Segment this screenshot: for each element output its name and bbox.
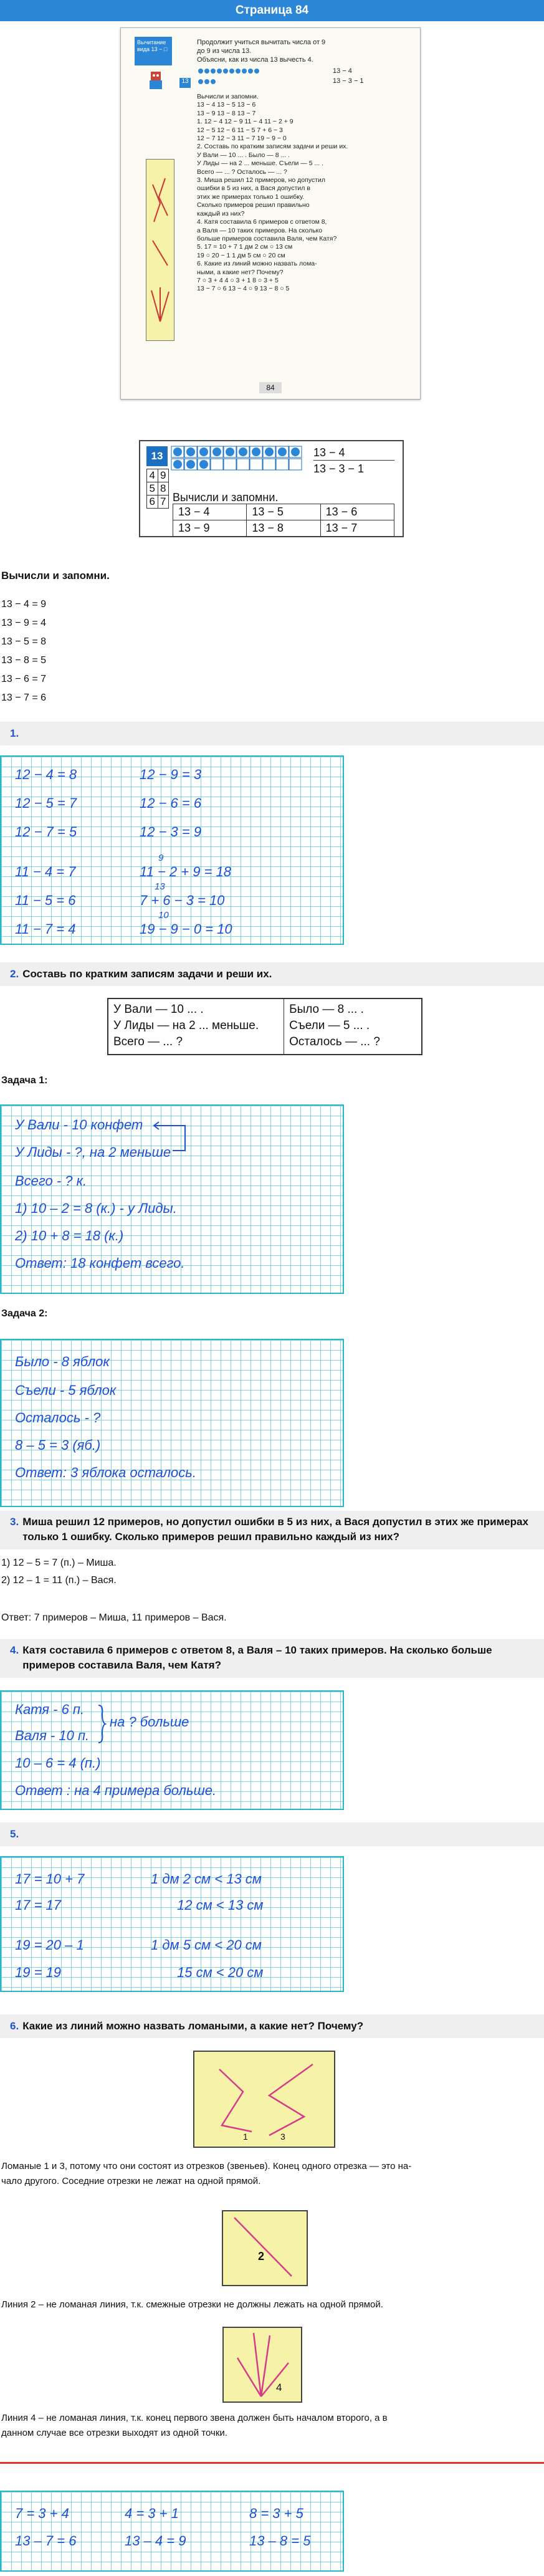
memorize-line: 13 − 8 = 5 [1,655,47,666]
task2-header [0,962,544,986]
counter-dot [239,448,247,456]
task3-line: 2) 12 – 1 = 11 (п.) – Вася. [1,1575,117,1586]
robot-figure [147,69,165,92]
book-line: 3. Миша решил 12 примеров, но допустил [197,176,326,184]
task5-grid [0,1856,344,1992]
book-intro [197,38,403,64]
task-number: 6. [10,2020,19,2032]
task1-superscript: 9 [158,853,164,863]
problem1-line: У Лиды - ?, на 2 меньше [15,1144,171,1160]
task-number: 3. [10,1516,19,1528]
task4-line: Валя - 10 п. [15,1728,90,1743]
excerpt-13-badge: 13 [146,446,168,466]
problem2-line: 8 – 5 = 3 (яб.) [15,1437,101,1453]
task5-line: 1 дм 5 см < 20 см [151,1937,262,1953]
task-title: Катя составила 6 примеров с ответом 8, а Валя – 10 таких примеров. На сколько больше примеров составила Валя, чем Катя? [22,1644,492,1671]
book-line: Сколько примеров решил правильно [197,201,310,209]
side-num: 6 [147,496,158,508]
task1-answer: 19 − 9 − 0 = 10 [140,921,232,937]
book-line: 12 − 5 12 − 6 11 − 5 7 + 6 − 3 [197,126,283,134]
task5-header [0,1822,544,1846]
memorize-line: 13 − 7 = 6 [1,692,47,703]
problem1-line: У Вали - 10 конфет [15,1117,143,1132]
book-intro-line: Объясни, как из числа 13 вычесть 4. [197,56,313,64]
task1-header [0,722,544,745]
counter-dot [265,448,274,456]
problem2-line: Ответ: 3 яблока осталось. [15,1465,196,1480]
excerpt-box [139,440,404,537]
side-lines-card [146,159,174,341]
textbook-page-image [120,27,421,400]
problem1-label: Задача 1: [1,1075,48,1086]
task4-header [0,1639,544,1678]
task2-short-notes [107,998,422,1055]
book-line: Всего — ... ? Осталось — ... ? [197,168,287,176]
bottom-equation: 13 – 8 = 5 [249,2533,311,2549]
task5-line: 19 = 20 – 1 [15,1937,84,1953]
book-line: 6. Какие из линий можно назвать лома- [197,260,317,268]
page-title: Страница 84 [0,0,544,21]
book-line: этих же примерах только 1 ошибку. [197,193,305,201]
memorize-line: 13 − 4 = 9 [1,599,47,610]
book-eq1: 13 − 4 [333,67,352,75]
excerpt-eq1: 13 − 4 [313,446,345,459]
problem2-line: Было - 8 яблок [15,1354,110,1369]
task4-line: 10 – 6 = 4 (п.) [15,1755,101,1771]
task1-answer: 11 − 2 + 9 = 18 [140,864,231,879]
memorize-line: 13 − 5 = 8 [1,636,47,647]
task4-line: Ответ : на 4 примера больше. [15,1783,217,1798]
task-title: Составь по кратким записям задачи и реши их. [22,968,272,980]
book-line: 19 ○ 20 − 1 1 дм 5 см ○ 20 см [197,251,285,259]
excerpt-cell: 13 − 5 [247,504,320,520]
task4-line: Катя - 6 п. [15,1702,85,1717]
note-line: У Лиды — на 2 ... меньше. [113,1019,259,1032]
task1-answer: 11 − 7 = 4 [15,921,76,937]
excerpt-cell: 13 − 9 [173,520,247,536]
bottom-equation: 4 = 3 + 1 [125,2506,179,2521]
memorize-line: 13 − 9 = 4 [1,618,47,628]
figure-label: 1 [243,2132,248,2142]
task1-grid [0,755,344,945]
book-line: каждый из них? [197,209,245,218]
task3-header [0,1511,544,1549]
bottom-equation: 13 – 4 = 9 [125,2533,186,2549]
line-figure-4 [222,2327,302,2403]
book-line: а Валя — 10 таких примеров. На сколько [197,226,323,234]
task1-answer: 12 − 7 = 5 [15,824,77,840]
book-line: больше примеров составила Валя, чем Катя? [197,234,337,242]
note-line: Было — 8 ... . [289,1003,364,1016]
side-num: 7 [160,496,166,507]
task6-text: Ломаные 1 и 3, потому что они состоят из отрезков (звеньев). Конец одного отрезка — это на- [1,2161,412,2171]
problem2-line: Осталось - ? [15,1410,101,1425]
memorize-title: Вычисли и запомни. [1,570,110,582]
task1-answer: 12 − 5 = 7 [15,795,77,811]
task6-text: данном случае все отрезки выходят из одной точки. [1,2428,227,2438]
note-line: Съели — 5 ... . [289,1019,370,1032]
task5-line: 17 = 10 + 7 [15,1871,85,1887]
note-line: Всего — ... ? [113,1035,183,1048]
excerpt-table [173,504,394,537]
counter-dot [199,448,208,456]
counter-dot [278,448,287,456]
figure-label: 3 [280,2132,285,2142]
task1-superscript: 13 [155,881,165,892]
excerpt-cell: 13 − 8 [247,520,320,536]
task5-line: 12 см < 13 см [177,1897,264,1913]
task-title: Какие из линий можно назвать ломаными, а какие нет? Почему? [22,2020,364,2032]
problem2-grid [0,1339,344,1507]
book-eq2: 13 − 3 − 1 [333,77,364,85]
problem2-line: Съели - 5 яблок [15,1382,117,1398]
problem1-line: 2) 10 + 8 = 18 (к.) [15,1228,124,1243]
book-line: 4. Катя составила 6 примеров с ответом 8, [197,218,327,226]
excerpt-dots [171,445,306,471]
counter-dot [252,448,260,456]
note-line: У Вали — 10 ... . [113,1003,204,1016]
task-number: 2. [10,968,19,980]
book-body [197,93,412,294]
book-intro-line: до 9 из числа 13. [197,47,252,55]
book-line: ошибки в 5 из них, а Вася допустил в [197,184,310,193]
book-line: 1. 12 − 4 12 − 9 11 − 4 11 − 2 + 9 [197,118,293,126]
book-mini-13: 13 [179,78,191,88]
task5-line: 19 = 19 [15,1965,62,1980]
counter-dot [212,448,221,456]
excerpt-heading: Вычисли и запомни. [173,491,279,504]
bottom-equation: 13 – 7 = 6 [15,2533,77,2549]
task6-text: чало другого. Соседние отрезки не лежат на одной прямой. [1,2176,261,2186]
excerpt-side-table [146,469,169,509]
problem1-line: Ответ: 18 конфет всего. [15,1255,185,1271]
book-line: 13 − 4 13 − 5 13 − 6 [197,101,256,109]
bottom-grid [0,2491,344,2572]
bottom-equation: 8 = 3 + 5 [249,2506,303,2521]
book-line: 2. Составь по кратким записям задачи и реши их. [197,143,348,151]
book-line: 13 − 9 13 − 8 13 − 7 [197,109,256,117]
book-page-number: 84 [259,382,282,393]
task1-answer: 7 + 6 − 3 = 10 [140,893,225,908]
task1-answer: 12 − 3 = 9 [140,824,202,840]
task6-header [0,2014,544,2038]
book-line: 13 − 7 ○ 6 13 − 4 ○ 9 13 − 8 ○ 5 [197,285,290,293]
problem2-label: Задача 2: [1,1308,48,1319]
counter-dot [173,460,182,469]
excerpt-cell: 13 − 4 [173,504,247,520]
task-number: 1. [10,727,19,739]
counter-dot [173,448,182,456]
task5-line: 15 см < 20 см [177,1965,264,1980]
polyline-figure-1-3 [193,2051,335,2148]
task1-answer: 12 − 6 = 6 [140,795,202,811]
task-title: Миша решил 12 примеров, но допустил ошибки в 5 из них, а Вася допустил в этих же примерах только 1 ошибку. Сколько примеров решил правильно каждый из них? [22,1516,528,1543]
task5-line: 17 = 17 [15,1897,62,1913]
side-num: 4 [147,469,158,482]
book-line: 5. 17 = 10 + 7 1 дм 2 см ○ 13 см [197,243,293,251]
lesson-tag: Вычитание вида 13 − □ [135,37,172,65]
task4-grid [0,1690,344,1810]
book-line: 12 − 7 12 − 3 11 − 7 19 − 9 − 0 [197,135,287,143]
counter-dot [199,460,208,469]
task4-brace-note: на ? больше [110,1714,189,1730]
book-line: У Вали — 10 ... . Было — 8 ... . [197,151,290,159]
side-num: 9 [160,469,166,481]
bottom-equation: 7 = 3 + 4 [15,2506,69,2521]
line-figure-2 [222,2210,308,2286]
task3-line: 1) 12 – 5 = 7 (п.) – Миша. [1,1558,117,1568]
excerpt-cell: 13 − 6 [325,505,358,518]
task1-answer: 12 − 9 = 3 [140,767,202,782]
section-divider [0,2462,544,2464]
problem1-line: 1) 10 – 2 = 8 (к.) - у Лиды. [15,1200,177,1216]
counter-dot [291,448,300,456]
figure-label: 2 [258,2250,265,2262]
book-line: Вычисли и запомни. [197,93,259,100]
counter-dot [186,448,195,456]
task-number: 4. [10,1644,19,1656]
task1-answer: 11 − 5 = 6 [15,893,76,908]
note-line: Осталось — ... ? [289,1035,380,1048]
book-dots-row [197,67,322,87]
task4-brace [97,1704,106,1744]
problem1-line: Всего - ? к. [15,1173,87,1189]
task5-line: 1 дм 2 см < 13 см [151,1871,262,1887]
excerpt-eq2: 13 − 3 − 1 [313,462,365,475]
memorize-line: 13 − 6 = 7 [1,674,47,684]
counter-dot [186,460,195,469]
problem1-bracket [154,1126,191,1157]
book-line: 7 ○ 3 + 4 4 ○ 3 + 1 8 ○ 3 + 5 [197,276,279,284]
book-intro-line: Продолжит учиться вычитать числа от 9 [197,39,326,46]
side-num: 5 [147,482,158,495]
task1-answer: 12 − 4 = 8 [15,767,77,782]
counter-dot [226,448,234,456]
task6-text: Линия 4 – не ломаная линия, т.к. конец первого звена должен быть началом второго, а в [1,2413,388,2423]
book-line: У Лиды — на 2 ... меньше. Съели — 5 ... . [197,160,324,168]
task1-superscript: 10 [158,910,169,921]
task3-answer: Ответ: 7 примеров – Миша, 11 примеров – Вася. [1,1612,227,1623]
book-line: ными, а какие нет? Почему? [197,268,284,276]
task-number: 5. [10,1828,19,1840]
side-num: 8 [160,482,166,494]
task1-answer: 11 − 4 = 7 [15,864,76,879]
problem1-grid [0,1104,344,1294]
task6-text: Линия 2 – не ломаная линия, т.к. смежные отрезки не должны лежать на одной прямой. [1,2299,383,2310]
excerpt-cell: 13 − 7 [325,522,358,534]
figure-label: 4 [276,2382,282,2393]
excerpt-eq-divider [313,460,394,461]
